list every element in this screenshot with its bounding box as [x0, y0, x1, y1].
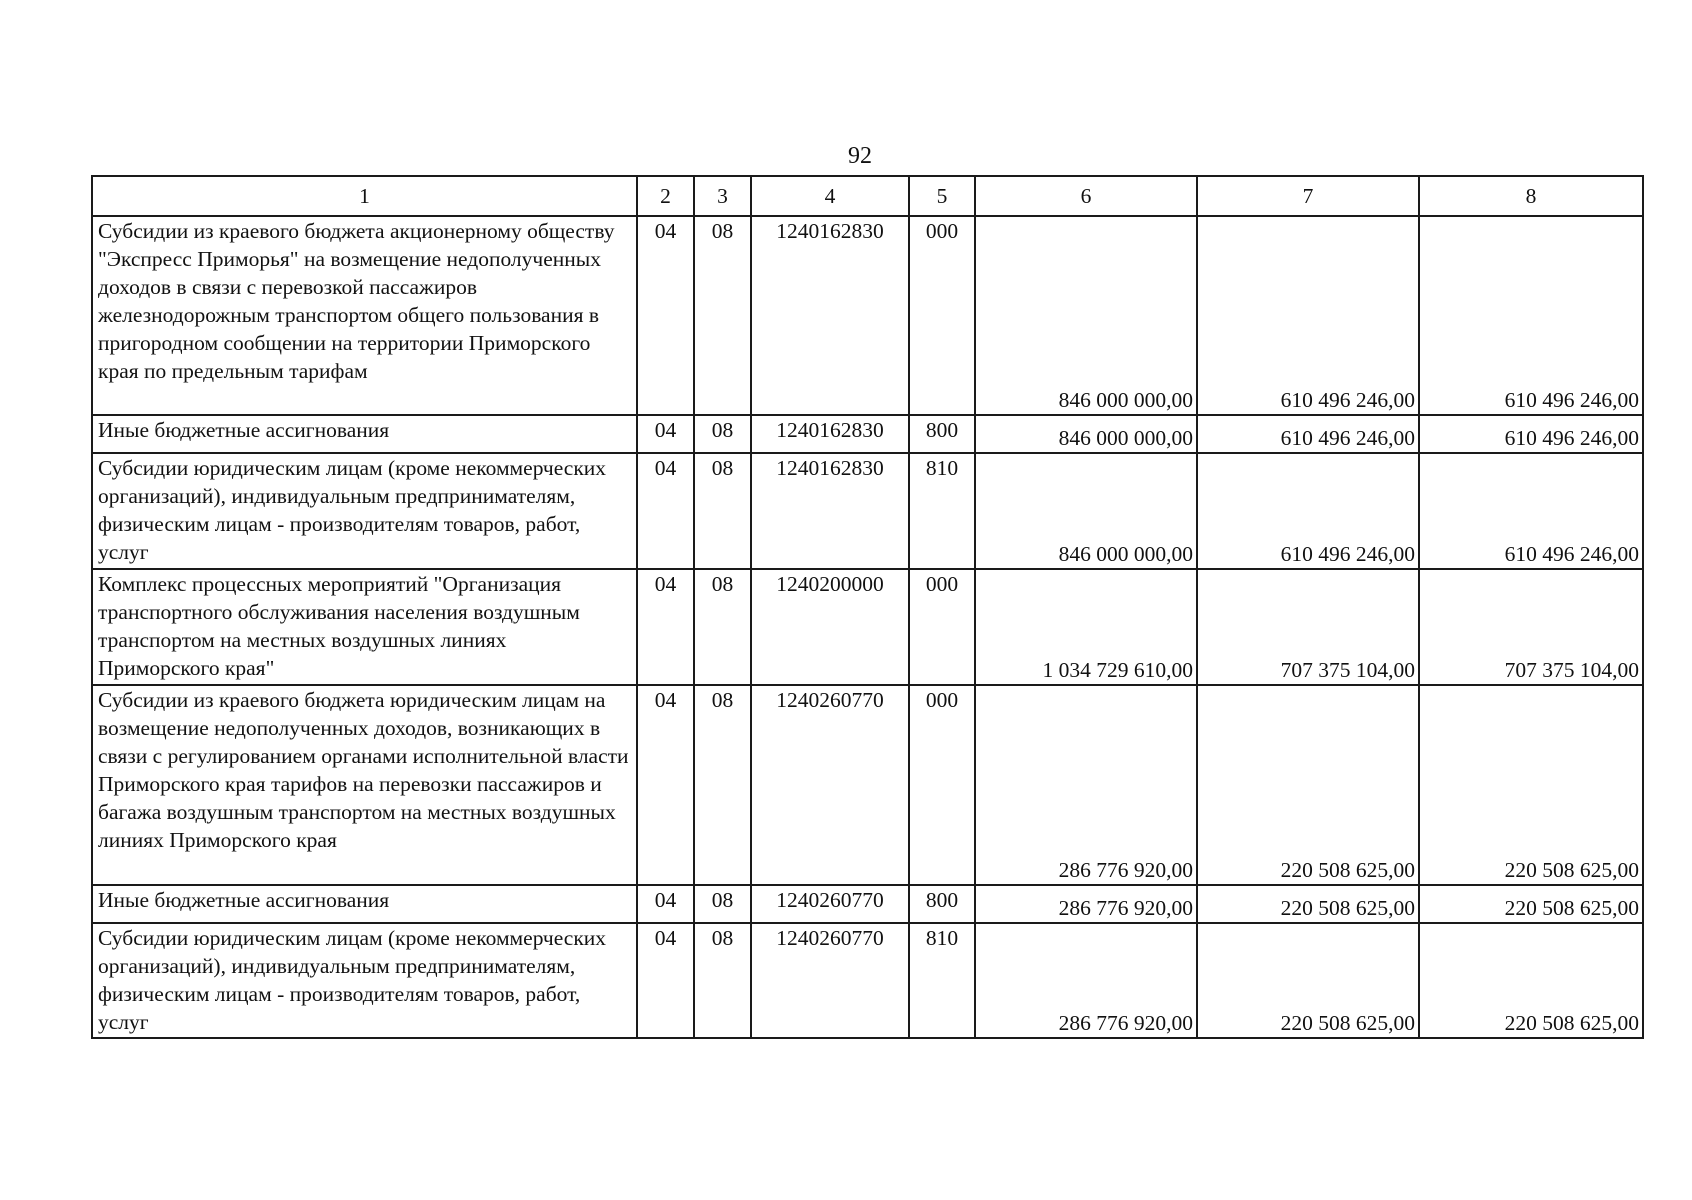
- section-code: 04: [637, 415, 694, 453]
- column-header: 1: [92, 176, 637, 216]
- subsection-code: 08: [694, 685, 751, 885]
- target-article-code: 1240162830: [751, 216, 909, 415]
- amount-col7: 610 496 246,00: [1197, 415, 1419, 453]
- target-article-code: 1240260770: [751, 885, 909, 923]
- table-row: [92, 685, 1643, 885]
- row-description: Субсидии юридическим лицам (кроме некоммерческих организаций), индивидуальным предпринимателям, физическим лицам - производителям товаров, работ, услуг: [92, 453, 637, 569]
- amount-col7: 220 508 625,00: [1197, 923, 1419, 1038]
- expense-type-code: 800: [909, 885, 975, 923]
- section-code: 04: [637, 885, 694, 923]
- amount-col8: 220 508 625,00: [1419, 885, 1643, 923]
- expense-type-code: 810: [909, 923, 975, 1038]
- amount-col7: 610 496 246,00: [1197, 453, 1419, 569]
- target-article-code: 1240162830: [751, 415, 909, 453]
- target-article-code: 1240260770: [751, 685, 909, 885]
- table-row: [92, 216, 1643, 415]
- table-row: [92, 923, 1643, 1038]
- column-header: 5: [909, 176, 975, 216]
- subsection-code: 08: [694, 569, 751, 685]
- amount-col8: 707 375 104,00: [1419, 569, 1643, 685]
- column-header: 7: [1197, 176, 1419, 216]
- amount-col6: 846 000 000,00: [975, 415, 1197, 453]
- header-row: [92, 176, 1643, 216]
- amount-col8: 610 496 246,00: [1419, 216, 1643, 415]
- table-row: [92, 415, 1643, 453]
- section-code: 04: [637, 216, 694, 415]
- expense-type-code: 000: [909, 685, 975, 885]
- row-description: Субсидии из краевого бюджета юридическим лицам на возмещение недополученных доходов, возникающих в связи с регулированием органами исполнительной власти Приморского края тарифов на перевозки пассажиров и багажа воздушным транспортом на местных воздушных линиях Приморского края: [92, 685, 637, 885]
- row-description: Иные бюджетные ассигнования: [92, 415, 637, 453]
- amount-col8: 610 496 246,00: [1419, 453, 1643, 569]
- section-code: 04: [637, 453, 694, 569]
- section-code: 04: [637, 569, 694, 685]
- amount-col7: 220 508 625,00: [1197, 885, 1419, 923]
- table-row: [92, 453, 1643, 569]
- section-code: 04: [637, 923, 694, 1038]
- column-header: 6: [975, 176, 1197, 216]
- table-row: [92, 569, 1643, 685]
- amount-col6: 286 776 920,00: [975, 885, 1197, 923]
- row-description: Иные бюджетные ассигнования: [92, 885, 637, 923]
- target-article-code: 1240162830: [751, 453, 909, 569]
- amount-col8: 610 496 246,00: [1419, 415, 1643, 453]
- amount-col6: 1 034 729 610,00: [975, 569, 1197, 685]
- table-row: [92, 885, 1643, 923]
- budget-table: [91, 175, 1644, 1039]
- subsection-code: 08: [694, 453, 751, 569]
- column-header: 3: [694, 176, 751, 216]
- subsection-code: 08: [694, 216, 751, 415]
- amount-col8: 220 508 625,00: [1419, 923, 1643, 1038]
- expense-type-code: 810: [909, 453, 975, 569]
- column-header: 8: [1419, 176, 1643, 216]
- subsection-code: 08: [694, 923, 751, 1038]
- target-article-code: 1240200000: [751, 569, 909, 685]
- row-description: Комплекс процессных мероприятий "Организация транспортного обслуживания населения воздушным транспортом на местных воздушных линиях Приморского края": [92, 569, 637, 685]
- amount-col7: 220 508 625,00: [1197, 685, 1419, 885]
- expense-type-code: 000: [909, 569, 975, 685]
- page-number: 92: [848, 143, 872, 169]
- amount-col8: 220 508 625,00: [1419, 685, 1643, 885]
- column-header: 4: [751, 176, 909, 216]
- column-header: 2: [637, 176, 694, 216]
- expense-type-code: 000: [909, 216, 975, 415]
- amount-col6: 846 000 000,00: [975, 453, 1197, 569]
- amount-col6: 286 776 920,00: [975, 685, 1197, 885]
- row-description: Субсидии юридическим лицам (кроме некоммерческих организаций), индивидуальным предпринимателям, физическим лицам - производителям товаров, работ, услуг: [92, 923, 637, 1038]
- amount-col6: 286 776 920,00: [975, 923, 1197, 1038]
- amount-col7: 610 496 246,00: [1197, 216, 1419, 415]
- section-code: 04: [637, 685, 694, 885]
- subsection-code: 08: [694, 885, 751, 923]
- row-description: Субсидии из краевого бюджета акционерному обществу "Экспресс Приморья" на возмещение недополученных доходов в связи с перевозкой пассажиров железнодорожным транспортом общего пользования в пригородном сообщении на территории Приморского края по предельным тарифам: [92, 216, 637, 415]
- subsection-code: 08: [694, 415, 751, 453]
- amount-col6: 846 000 000,00: [975, 216, 1197, 415]
- expense-type-code: 800: [909, 415, 975, 453]
- target-article-code: 1240260770: [751, 923, 909, 1038]
- amount-col7: 707 375 104,00: [1197, 569, 1419, 685]
